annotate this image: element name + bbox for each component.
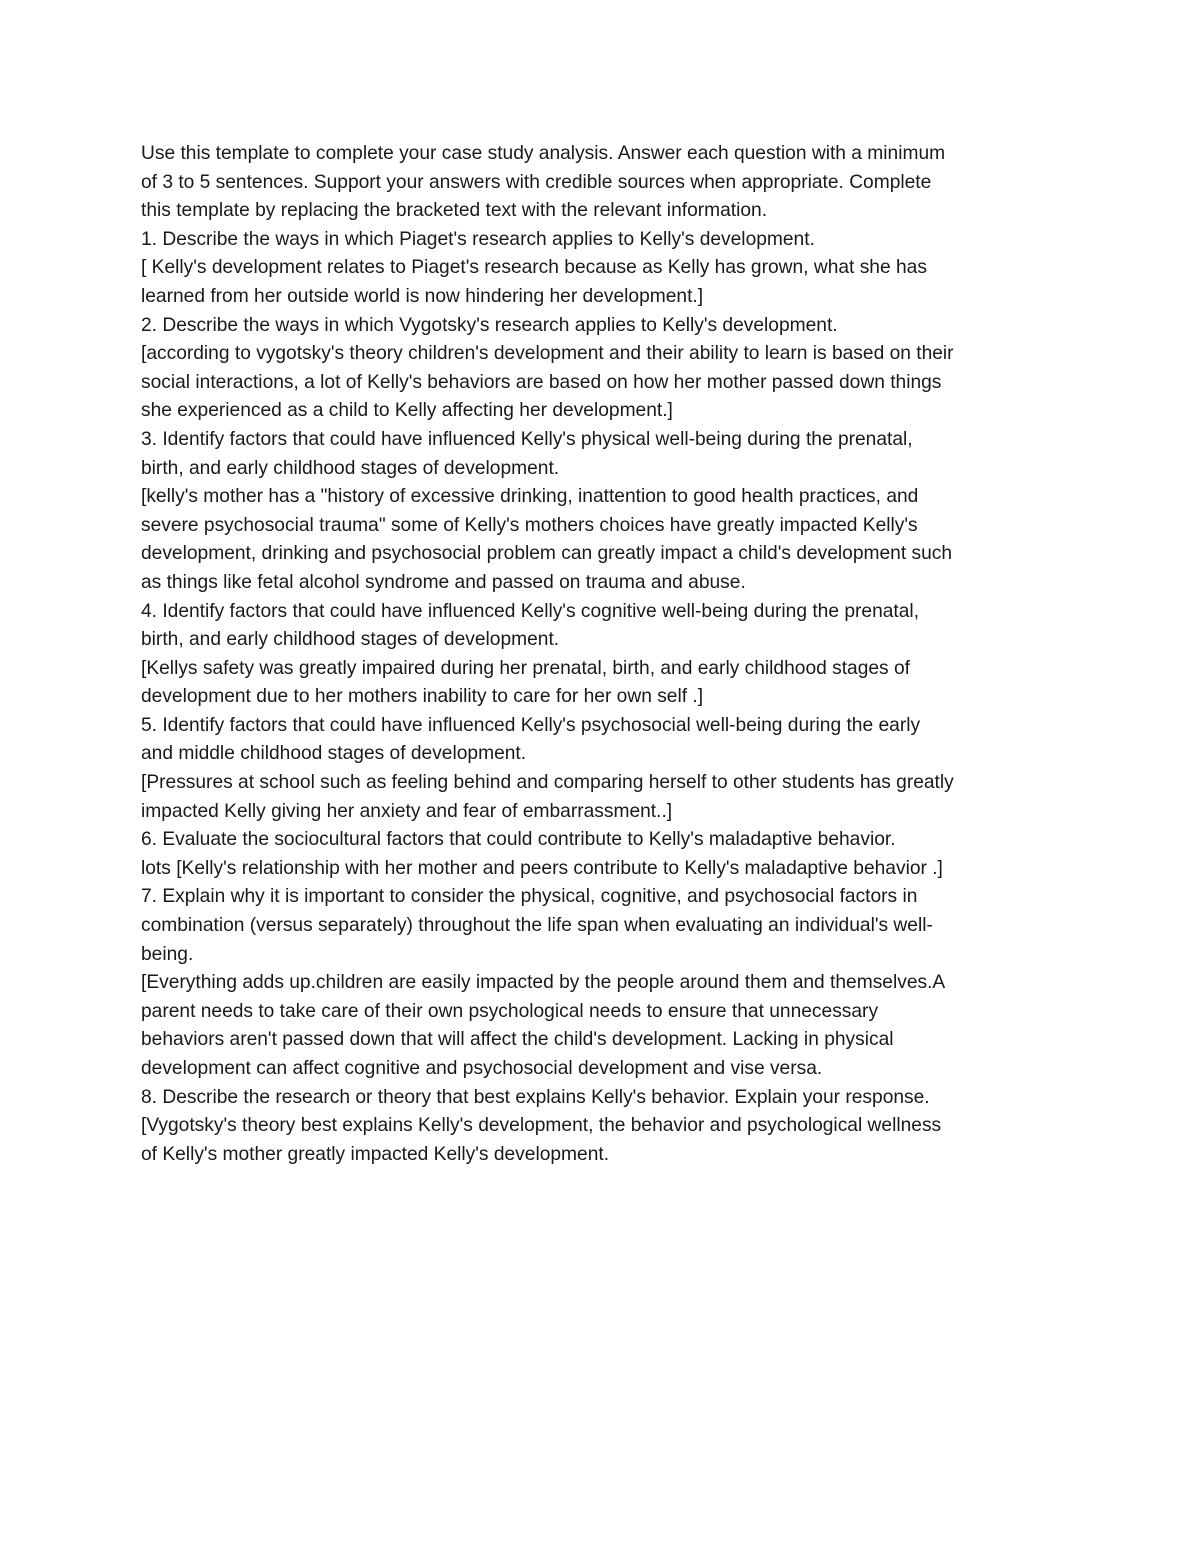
question-prompt: being. — [141, 943, 194, 965]
question-prompt: and middle childhood stages of development. — [141, 743, 527, 765]
document-body — [141, 140, 1066, 1169]
question-prompt: 3. Identify factors that could have influenced Kelly's physical well-being during the prenatal, — [141, 428, 913, 450]
question-3 — [141, 426, 1066, 598]
question-prompt: combination (versus separately) throughout the life span when evaluating an individual's well- — [141, 915, 933, 937]
intro-line: of 3 to 5 sentences. Support your answers with credible sources when appropriate. Complete — [141, 171, 932, 193]
answer-line: [ Kelly's development relates to Piaget's research because as Kelly has grown, what she has — [141, 257, 927, 279]
question-prompt: 7. Explain why it is important to consider the physical, cognitive, and psychosocial factors in — [141, 886, 918, 908]
question-prompt: 6. Evaluate the sociocultural factors that could contribute to Kelly's maladaptive behavior. — [141, 829, 896, 851]
answer-line: impacted Kelly giving her anxiety and fear of embarrassment..] — [141, 800, 673, 822]
answer-line: development can affect cognitive and psychosocial development and vise versa. — [141, 1058, 823, 1079]
answer-line: development, drinking and psychosocial problem can greatly impact a child's development such — [141, 543, 953, 565]
intro-line: Use this template to complete your case study analysis. Answer each question with a minimum — [141, 143, 946, 164]
question-6 — [141, 826, 1066, 883]
question-prompt: 8. Describe the research or theory that best explains Kelly's behavior. Explain your response. — [141, 1086, 930, 1108]
question-prompt: 4. Identify factors that could have influenced Kelly's cognitive well-being during the prenatal, — [141, 600, 920, 622]
intro-line: this template by replacing the bracketed text with the relevant information. — [141, 200, 768, 222]
question-7 — [141, 883, 1066, 1083]
answer-line: [according to vygotsky's theory children's development and their ability to learn is based on their — [141, 343, 954, 365]
answer-line: parent needs to take care of their own psychological needs to ensure that unnecessary — [141, 1000, 879, 1022]
question-5 — [141, 712, 1066, 826]
question-prompt: birth, and early childhood stages of development. — [141, 629, 560, 651]
answer-line: [Kellys safety was greatly impaired during her prenatal, birth, and early childhood stages of — [141, 657, 910, 679]
answer-line: she experienced as a child to Kelly affecting her development.] — [141, 400, 673, 422]
question-1 — [141, 226, 1066, 312]
question-2 — [141, 312, 1066, 426]
answer-line: development due to her mothers inability to care for her own self .] — [141, 686, 704, 708]
answer-line: as things like fetal alcohol syndrome and passed on trauma and abuse. — [141, 571, 746, 593]
answer-line: behaviors aren't passed down that will affect the child's development. Lacking in physical — [141, 1029, 894, 1051]
answer-line: social interactions, a lot of Kelly's behaviors are based on how her mother passed down things — [141, 371, 942, 393]
question-4 — [141, 598, 1066, 712]
question-8 — [141, 1084, 1066, 1170]
intro-paragraph — [141, 140, 1066, 226]
answer-line: of Kelly's mother greatly impacted Kelly's development. — [141, 1143, 610, 1165]
answer-line: learned from her outside world is now hindering her development.] — [141, 285, 704, 307]
answer-line: severe psychosocial trauma" some of Kelly's mothers choices have greatly impacted Kelly's — [141, 514, 918, 536]
question-prompt: 5. Identify factors that could have influenced Kelly's psychosocial well-being during the early — [141, 714, 921, 736]
question-prompt: 1. Describe the ways in which Piaget's research applies to Kelly's development. — [141, 228, 815, 250]
question-prompt: 2. Describe the ways in which Vygotsky's research applies to Kelly's development. — [141, 314, 838, 336]
answer-line: [Vygotsky's theory best explains Kelly's development, the behavior and psychological wellness — [141, 1115, 942, 1137]
answer-line: [Pressures at school such as feeling behind and comparing herself to other students has greatly — [141, 772, 954, 794]
answer-line: [kelly's mother has a "history of excessive drinking, inattention to good health practices, and — [141, 486, 919, 508]
question-prompt: birth, and early childhood stages of development. — [141, 457, 560, 479]
answer-line: [Everything adds up.children are easily impacted by the people around them and themselves.A — [141, 972, 946, 994]
answer-line: lots [Kelly's relationship with her mother and peers contribute to Kelly's maladaptive behavior .] — [141, 857, 943, 879]
